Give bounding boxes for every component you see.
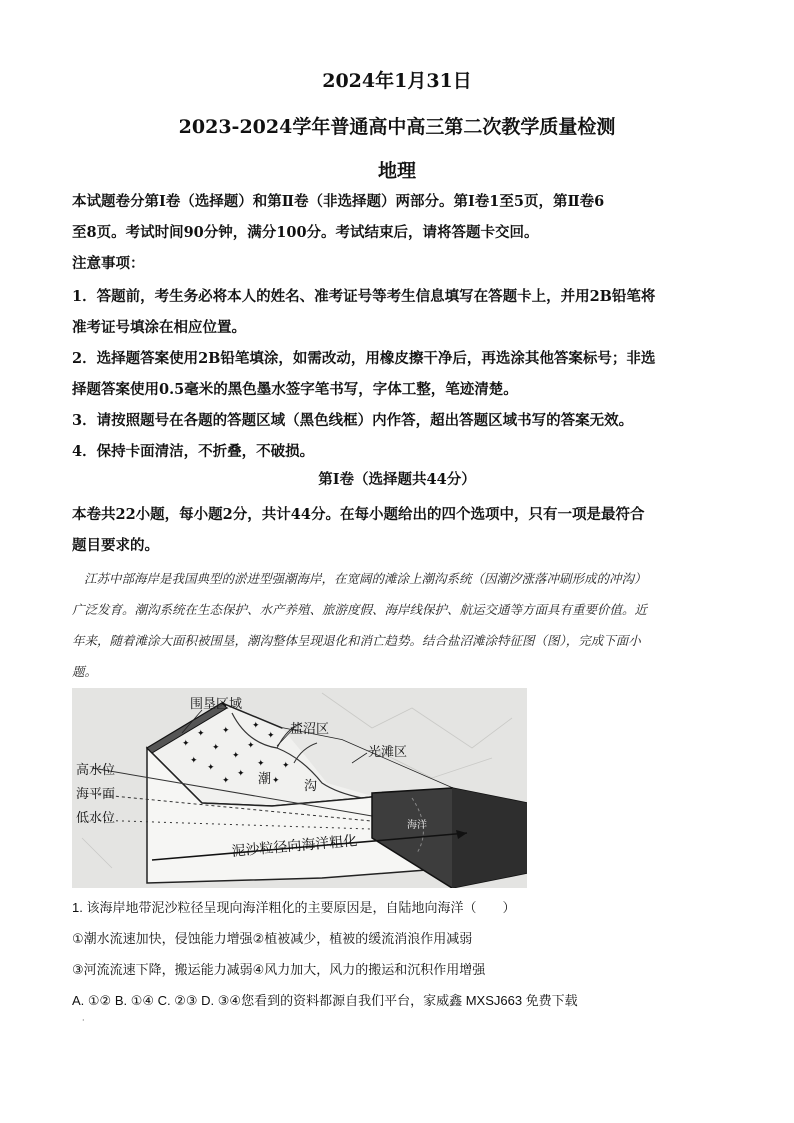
subject-title: 地理 (377, 160, 416, 182)
intro-line: 本试题卷分第Ⅰ卷（选择题）和第Ⅱ卷（非选择题）两部分。第Ⅰ卷1至5页，第Ⅱ卷6 (72, 193, 605, 210)
stem-line: 广泛发育。潮沟系统在生态保护、水产养殖、旅游度假、海岸线保护、航运交通等方面具有重要价值。近 (72, 602, 648, 617)
stem-line: 江苏中部海岸是我国典型的淤进型强潮海岸，在宽阔的滩涂上潮沟系统（因潮汐涨落冲刷形成的冲沟） (84, 571, 647, 586)
rule-line: 准考证号填涂在相应位置。 (72, 319, 246, 336)
section-instructions (72, 499, 727, 561)
question-stem (72, 563, 727, 687)
label-high-water: 高水位 (76, 763, 116, 778)
intro-paragraph (72, 186, 727, 248)
scan-dot: · (82, 1016, 85, 1025)
intro-line: 至8页。考试时间90分钟，满分100分。考试结束后，请将答题卡交回。 (72, 224, 539, 241)
svg-text:✦: ✦ (182, 739, 190, 749)
label-bare-flat: 光滩区 (368, 745, 408, 760)
salt-marsh-diagram (72, 688, 527, 888)
label-ocean: 海洋 (407, 820, 427, 831)
rule-line: 4．保持卡面清洁，不折叠，不破损。 (72, 443, 315, 460)
question-1-options-line-1: ①潮水流速加快，侵蚀能力增强②植被减少，植被的缓流消浪作用减弱 (72, 931, 473, 946)
rule-1 (72, 281, 727, 343)
notice-heading-text: 注意事项： (72, 255, 145, 272)
ocean-side (452, 788, 527, 888)
svg-text:✦: ✦ (282, 761, 290, 771)
svg-text:✦: ✦ (222, 726, 230, 736)
svg-text:✦: ✦ (197, 729, 205, 739)
stem-line: 年来，随着滩涂大面积被围垦，潮沟整体呈现退化和消亡趋势。结合盐沼滩涂特征图（图），完成下面小 (72, 633, 641, 648)
label-arrow: 泥沙粒径向海洋粗化 (230, 833, 358, 860)
svg-text:✦: ✦ (267, 731, 275, 741)
instruction-line: 题目要求的。 (72, 537, 159, 554)
rule-line: 2．选择题答案使用2B铅笔填涂，如需改动，用橡皮擦干净后，再选涂其他答案标号；非选 (72, 350, 656, 367)
question-1-options-line-2: ③河流流速下降，搬运能力减弱④风力加大，风力的搬运和沉积作用增强 (72, 962, 486, 977)
svg-text:✦: ✦ (252, 721, 260, 731)
question-1-stem: 1. 该海岸地带泥沙粒径呈现向海洋粗化的主要原因是，自陆地向海洋（ ） (72, 900, 516, 915)
rule-3 (72, 405, 727, 436)
rule-line: 择题答案使用0.5毫米的黑色墨水签字笔书写，字体工整，笔迹清楚。 (72, 381, 518, 398)
label-low-water: 低水位 (76, 811, 116, 826)
rule-2 (72, 343, 727, 405)
instruction-line: 本卷共22小题，每小题2分，共计44分。在每小题给出的四个选项中，只有一项是最符合 (72, 506, 645, 523)
section-title: 第Ⅰ卷（选择题共44分） (318, 471, 476, 488)
exam-title: 2023-2024学年普通高中高三第二次教学质量检测 (178, 116, 616, 138)
svg-text:✦: ✦ (212, 743, 220, 753)
svg-text:✦: ✦ (232, 751, 240, 761)
svg-text:✦: ✦ (190, 756, 198, 766)
watermark-text: 您看到的资料都源自我们平台，家威鑫 MXSJ663 免费下载 (241, 993, 578, 1008)
label-sea-level: 海平面 (76, 787, 116, 802)
label-tidal-2: 沟 (304, 779, 318, 794)
rule-line: 3．请按照题号在各题的答题区域（黑色线框）内作答，超出答题区域书写的答案无效。 (72, 412, 634, 429)
rule-4 (72, 436, 727, 467)
label-tidal-1: 潮 (258, 772, 272, 787)
label-salt-marsh: 盐沼区 (290, 722, 330, 737)
svg-text:✦: ✦ (257, 759, 265, 769)
rule-line: 1．答题前，考生务必将本人的姓名、准考证号等考生信息填写在答题卡上，并用2B铅笔将 (72, 288, 656, 305)
notice-heading (72, 248, 727, 279)
exam-date: 2024年1月31日 (322, 70, 472, 92)
svg-text:✦: ✦ (247, 741, 255, 751)
question-1-choices (72, 991, 732, 1011)
label-reclaim-area: 围垦区域 (190, 697, 243, 712)
svg-text:✦: ✦ (222, 776, 230, 786)
salt-marsh-figure (72, 688, 527, 888)
svg-text:✦: ✦ (237, 769, 245, 779)
stem-line: 题。 (72, 664, 98, 679)
answer-choices: A. ①② B. ①④ C. ②③ D. ③④ (72, 993, 242, 1008)
svg-text:✦: ✦ (272, 776, 280, 786)
svg-text:✦: ✦ (207, 763, 215, 773)
